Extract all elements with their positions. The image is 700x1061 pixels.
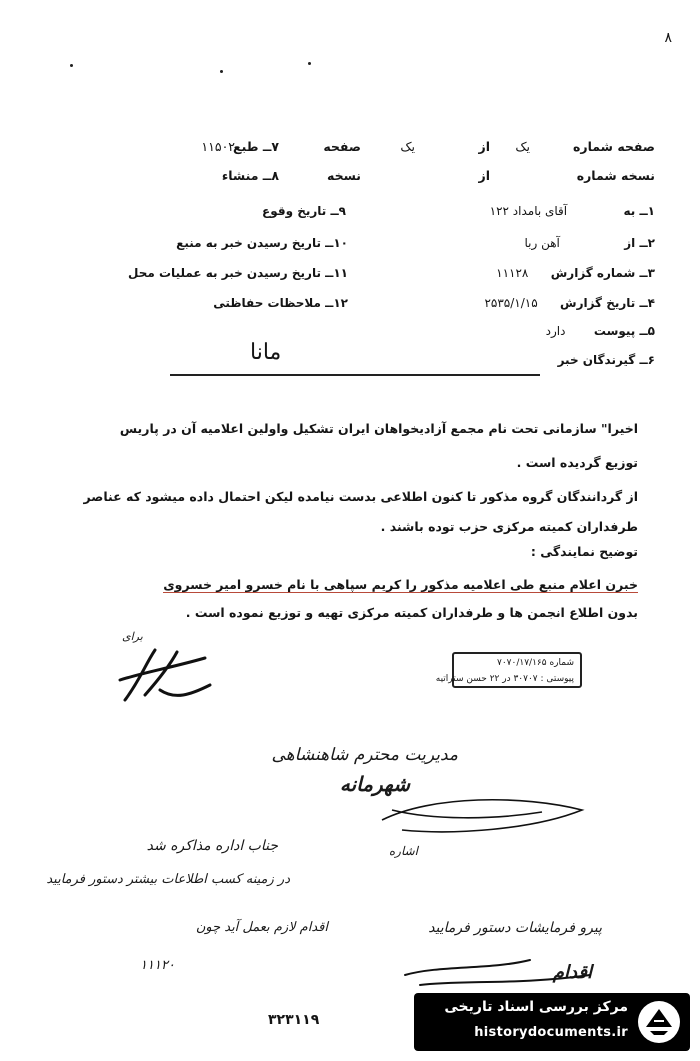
field-report-number: ۳ــ شماره گزارش ۱۱۱۲۸ [496, 266, 655, 280]
body-line: توزیع گردیده است . [516, 455, 638, 470]
document-number: ۳۲۳۱۱۹ [268, 1012, 320, 1028]
note-line: اقدام لازم بعمل آید چون [195, 920, 328, 935]
classification-label: ۷ــ طبع [233, 139, 279, 154]
page-label: صفحه شماره [573, 139, 655, 154]
body-line: اخیرا" سازمانی تحت نام مجمع آزادیخواهان ایران تشکیل واولین اعلامیه آن در پاریس [119, 421, 638, 436]
copy-label: نسخه شماره [576, 168, 655, 183]
body-line: از گردانندگان گروه مذکور تا کنون اطلاعی بدست نیامده لیکن احتمال داده میشود که عناصر [83, 489, 638, 504]
signature-note-line: پیرو فرمایشات دستور فرمایید [428, 920, 602, 936]
scan-speck [308, 62, 311, 65]
body-line: بدون اطلاع انجمن ها و طرفداران کمیته مرکزی تهیه و توزیع نموده است . [185, 605, 638, 620]
of-label: از [478, 139, 490, 154]
origin-label: ۸ــ منشاء [221, 168, 279, 183]
body-line: توضیح نمایندگی : [530, 544, 638, 559]
archive-logo-icon [636, 999, 682, 1045]
header-divider [170, 374, 540, 376]
scan-speck [220, 70, 223, 73]
scan-speck [70, 64, 73, 67]
watermark-title: مرکز بررسی اسناد تاریخی [444, 999, 628, 1015]
note-number: ۱۱۱۲۰ [140, 958, 175, 973]
handwritten-side-note: اشاره [388, 844, 418, 858]
signature-scribble [400, 945, 610, 1000]
of-label: از [478, 168, 490, 183]
field-occurrence-date: ۹ــ تاریخ وقوع [262, 204, 346, 218]
classification-value: ۱۱۵۰۲ [201, 139, 235, 154]
handwritten-heading: مدیریت محترم شاهنشاهی [271, 745, 458, 765]
body-line: طرفداران کمیته مرکزی حزب توده باشند . [380, 519, 638, 534]
body-line-underlined: خبرن اعلام منبع طی اعلامیه مذکور را کریم سپاهی با نام خسرو امیر خسروی [163, 577, 638, 592]
recipient-handwriting: مانا [250, 340, 282, 365]
scribble-mark [372, 790, 592, 845]
page-value: یک [515, 139, 530, 154]
small-note: برای [122, 630, 143, 643]
handwritten-title: شهرمانه [339, 772, 410, 796]
watermark-url: historydocuments.ir [474, 1025, 628, 1040]
field-security-notes: ۱۲ــ ملاحظات حفاظتی [213, 296, 348, 310]
note-line: جناب اداره مذاکره شد [146, 838, 278, 854]
field-report-date: ۴ــ تاریخ گزارش ۲۵۳۵/۱/۱۵ [484, 296, 655, 310]
registration-stamp: شماره ۷۰۷۰/۱۷/۱۶۵ پیوستی : ۳۰۷۰۷ در ۲۲ حسن ستراتیه [452, 652, 582, 688]
signature-note-line: اقدام [552, 962, 592, 983]
note-line: در زمینه کسب اطلاعات بیشتر دستور فرمایید [46, 872, 290, 887]
corner-mark: ۸ [664, 30, 672, 46]
field-from: ۲ــ از آهن ربا [524, 236, 655, 250]
field-date-received-ops: ۱۱ــ تاریخ رسیدن خبر به عملیات محل [128, 266, 348, 280]
archive-watermark [414, 993, 690, 1051]
field-recipients: ۶ــ گیرندگان خبر [557, 353, 655, 367]
of-value: یک [400, 139, 415, 154]
page-word: صفحه [323, 139, 361, 154]
signature-mark [115, 640, 215, 710]
copy-word: نسخه [326, 168, 361, 183]
field-attachment: ۵ــ پیوست دارد [545, 324, 655, 338]
field-date-received-source: ۱۰ــ تاریخ رسیدن خبر به منبع [176, 236, 348, 250]
field-to: ۱ــ به آقای بامداد ۱۲۲ [489, 204, 655, 218]
